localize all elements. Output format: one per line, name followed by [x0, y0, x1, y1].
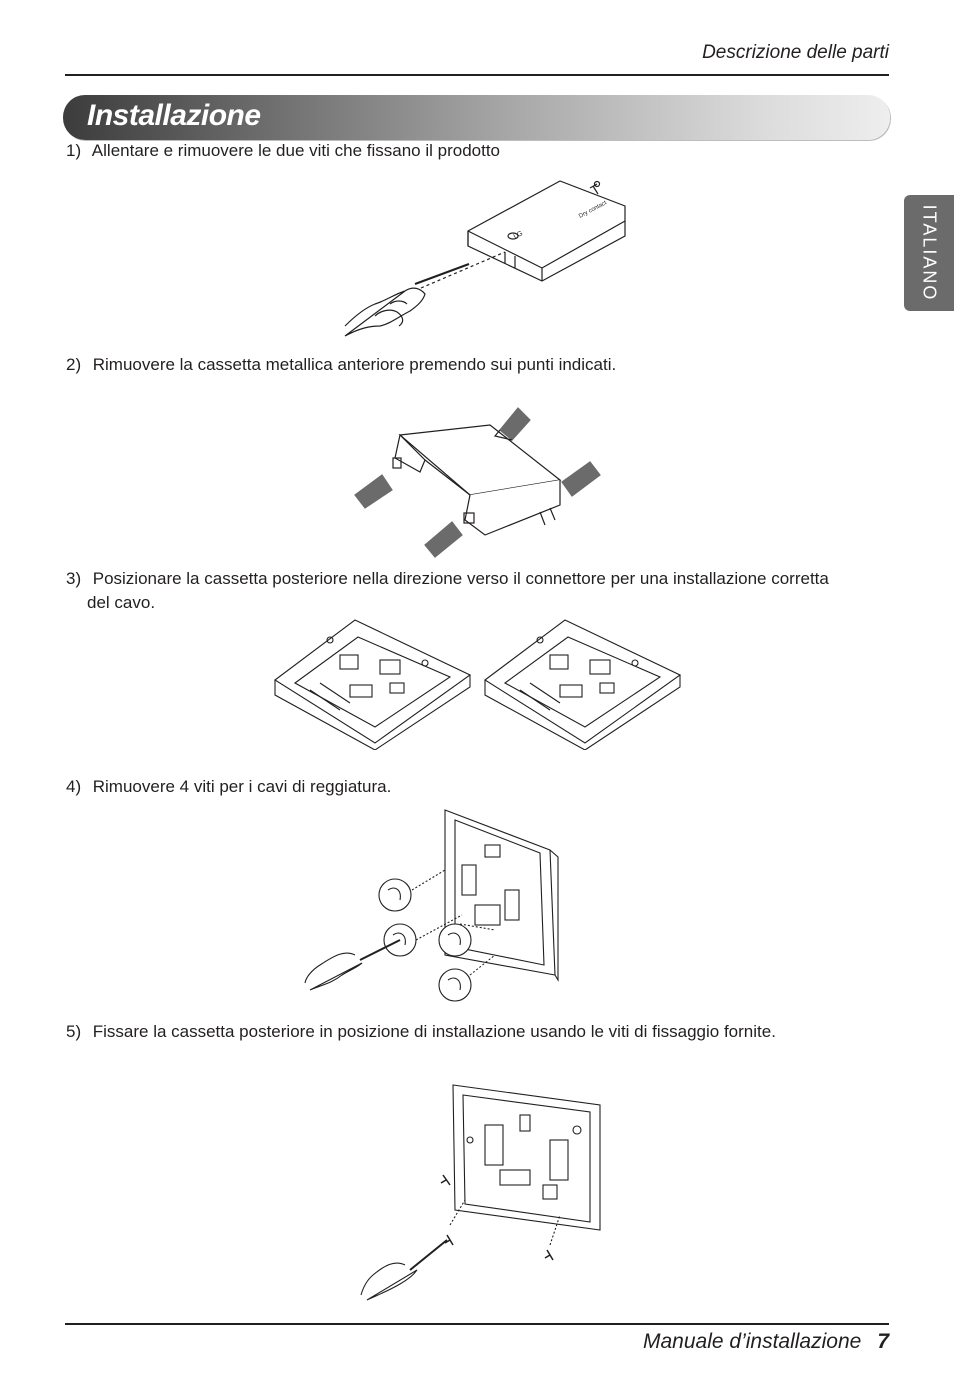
step-number: 3) — [66, 569, 82, 588]
bottom-rule — [65, 1323, 889, 1325]
section-header: Descrizione delle parti — [702, 42, 889, 63]
figure-fix-rear-case — [355, 1080, 605, 1305]
step-5 — [66, 1020, 886, 1044]
step-3 — [66, 567, 886, 615]
page-title: Installazione — [87, 99, 261, 132]
step-4 — [66, 775, 886, 799]
language-tab — [904, 195, 954, 311]
step-number: 1) — [66, 141, 82, 160]
page-footer — [643, 1330, 889, 1354]
step-number: 2) — [66, 355, 82, 374]
fig1-logo: LG — [512, 230, 525, 241]
figure-remove-front-case — [350, 400, 610, 560]
step-text: Rimuovere la cassetta metallica anteriore premendo sui punti indicati. — [92, 355, 617, 374]
step-text-continued: del cavo. — [87, 593, 156, 612]
step-text: Rimuovere 4 viti per i cavi di reggiatura. — [92, 777, 392, 796]
language-tab-label: ITALIANO — [919, 204, 940, 302]
step-number: 5) — [66, 1022, 82, 1041]
page-number: 7 — [877, 1330, 889, 1353]
fig1-label: Dry contact — [578, 200, 608, 220]
step-text: Fissare la cassetta posteriore in posizione di installazione usando le viti di fissaggio fornite. — [92, 1022, 776, 1041]
step-1 — [66, 139, 886, 163]
title-banner — [63, 95, 890, 140]
step-number: 4) — [66, 777, 82, 796]
top-rule — [65, 74, 889, 76]
figure-remove-cable-screws — [300, 805, 565, 1005]
figure-remove-screws — [335, 176, 635, 348]
step-text: Allentare e rimuovere le due viti che fissano il prodotto — [91, 141, 501, 160]
step-2 — [66, 353, 886, 377]
footer-manual-title: Manuale d’installazione — [643, 1330, 862, 1353]
figure-rear-case-orientation — [270, 615, 685, 750]
step-text: Posizionare la cassetta posteriore nella direzione verso il connettore per una installazione corretta — [92, 569, 829, 588]
